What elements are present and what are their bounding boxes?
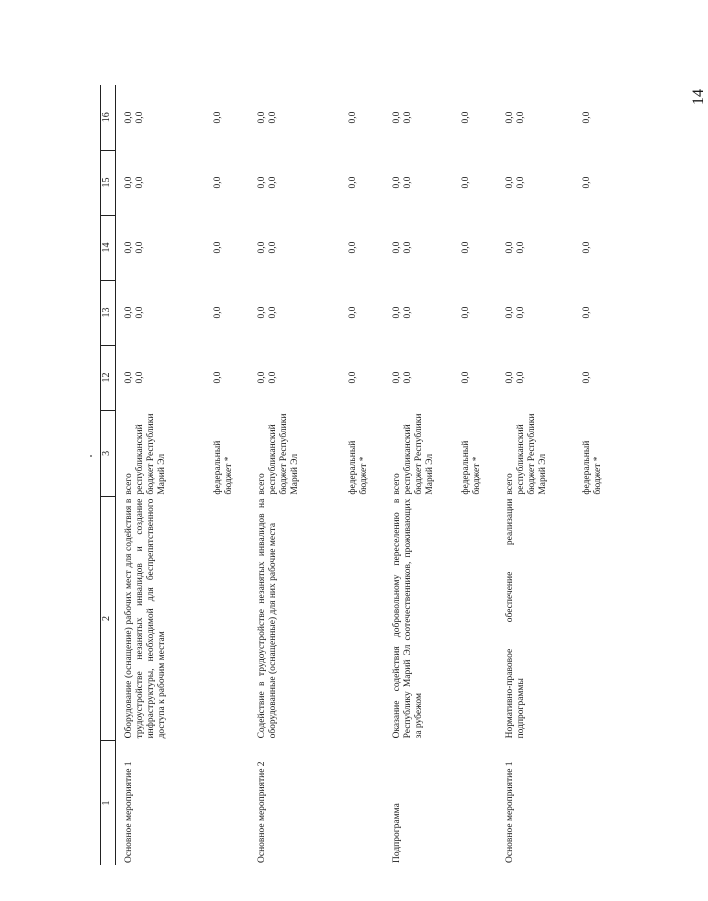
value-cell: 0,0 bbox=[257, 371, 267, 384]
budget-table bbox=[100, 85, 618, 865]
header-col-14: 14 bbox=[101, 215, 116, 280]
measure-name: Подпрограмма bbox=[392, 803, 402, 863]
measure-name: Основное мероприятие 1 bbox=[505, 761, 515, 863]
header-col-15: 15 bbox=[101, 150, 116, 215]
value-cell: 0,0 bbox=[516, 306, 526, 319]
header-col-16: 16 bbox=[101, 85, 116, 150]
rotated-table-container bbox=[100, 85, 640, 865]
funding-source: федеральный бюджет * bbox=[582, 440, 603, 495]
value-cell: 0,0 bbox=[516, 371, 526, 384]
funding-source: всего bbox=[124, 473, 134, 495]
funding-source: республиканский бюджет Республики Марий Эл bbox=[516, 413, 548, 495]
value-cell: 0,0 bbox=[348, 111, 358, 124]
value-cell: 0,0 bbox=[505, 176, 515, 189]
value-cell: 0,0 bbox=[516, 176, 526, 189]
value-cell: 0,0 bbox=[461, 176, 471, 189]
value-cell: 0,0 bbox=[582, 306, 592, 319]
value-cell: 0,0 bbox=[348, 176, 358, 189]
value-cell: 0,0 bbox=[268, 371, 278, 384]
value-cell: 0,0 bbox=[124, 176, 134, 189]
value-cell: 0,0 bbox=[135, 241, 145, 254]
value-cell: 0,0 bbox=[213, 176, 223, 189]
value-cell: 0,0 bbox=[135, 176, 145, 189]
value-cell: 0,0 bbox=[213, 111, 223, 124]
value-cell: 0,0 bbox=[124, 111, 134, 124]
funding-source: республиканский бюджет Республики Марий Эл bbox=[268, 413, 300, 495]
value-cell: 0,0 bbox=[257, 241, 267, 254]
value-cell: 0,0 bbox=[268, 241, 278, 254]
value-cell: 0,0 bbox=[135, 306, 145, 319]
header-col-13: 13 bbox=[101, 280, 116, 345]
header-col-1: 1 bbox=[101, 740, 116, 865]
page-number: 14 bbox=[690, 89, 707, 105]
value-cell: 0,0 bbox=[582, 241, 592, 254]
table-row bbox=[116, 85, 136, 865]
value-cell: 0,0 bbox=[348, 241, 358, 254]
funding-source: всего bbox=[505, 473, 515, 495]
value-cell: 0,0 bbox=[505, 241, 515, 254]
table-row bbox=[497, 85, 516, 865]
value-cell: 0,0 bbox=[505, 306, 515, 319]
value-cell: 0,0 bbox=[392, 241, 402, 254]
header-col-2: 2 bbox=[101, 497, 116, 741]
value-cell: 0,0 bbox=[516, 241, 526, 254]
value-cell: 0,0 bbox=[392, 176, 402, 189]
value-cell: 0,0 bbox=[348, 306, 358, 319]
measure-name: Основное мероприятие 1 bbox=[124, 761, 134, 863]
value-cell: 0,0 bbox=[392, 111, 402, 124]
value-cell: 0,0 bbox=[403, 241, 413, 254]
value-cell: 0,0 bbox=[213, 371, 223, 384]
value-cell: 0,0 bbox=[135, 371, 145, 384]
value-cell: 0,0 bbox=[403, 371, 413, 384]
value-cell: 0,0 bbox=[582, 371, 592, 384]
measure-name: Основное мероприятие 2 bbox=[257, 761, 267, 863]
value-cell: 0,0 bbox=[268, 176, 278, 189]
value-cell: 0,0 bbox=[213, 241, 223, 254]
value-cell: 0,0 bbox=[135, 111, 145, 124]
value-cell: 0,0 bbox=[403, 306, 413, 319]
value-cell: 0,0 bbox=[257, 111, 267, 124]
table-row bbox=[249, 85, 268, 865]
value-cell: 0,0 bbox=[582, 176, 592, 189]
value-cell: 0,0 bbox=[124, 241, 134, 254]
funding-source: федеральный бюджет * bbox=[348, 440, 369, 495]
value-cell: 0,0 bbox=[582, 111, 592, 124]
value-cell: 0,0 bbox=[392, 371, 402, 384]
measure-description: Нормативно-правовое обеспечение реализации подпрограммы bbox=[505, 498, 526, 739]
value-cell: 0,0 bbox=[257, 176, 267, 189]
value-cell: 0,0 bbox=[348, 371, 358, 384]
header-col-3: 3 bbox=[101, 410, 116, 497]
value-cell: 0,0 bbox=[505, 371, 515, 384]
value-cell: 0,0 bbox=[257, 306, 267, 319]
value-cell: 0,0 bbox=[461, 371, 471, 384]
value-cell: 0,0 bbox=[403, 176, 413, 189]
value-cell: 0,0 bbox=[268, 306, 278, 319]
value-cell: 0,0 bbox=[516, 111, 526, 124]
funding-source: республиканский бюджет Республики Марий Эл bbox=[135, 413, 167, 495]
funding-source: республиканский бюджет Республики Марий Эл bbox=[403, 413, 435, 495]
header-col-12: 12 bbox=[101, 345, 116, 410]
measure-description: Оборудование (оснащение) рабочих мест для содействия в трудоустройстве незанятых инвалидов и создание инфраструктуры, необходимой для беспрепятственного доступа к рабочим местам bbox=[124, 498, 167, 739]
value-cell: 0,0 bbox=[461, 306, 471, 319]
funding-source: федеральный бюджет * bbox=[461, 440, 482, 495]
funding-source: всего bbox=[257, 473, 267, 495]
table-row bbox=[384, 85, 403, 865]
funding-source: всего bbox=[392, 473, 402, 495]
scan-dot bbox=[90, 455, 92, 457]
value-cell: 0,0 bbox=[213, 306, 223, 319]
header-row bbox=[101, 85, 116, 865]
value-cell: 0,0 bbox=[505, 111, 515, 124]
funding-source: федеральный бюджет * bbox=[213, 440, 234, 495]
value-cell: 0,0 bbox=[461, 241, 471, 254]
value-cell: 0,0 bbox=[124, 306, 134, 319]
value-cell: 0,0 bbox=[268, 111, 278, 124]
measure-description: Содействие в трудоустройстве незанятых инвалидов на оборудованные (оснащенные) для них рабочие места bbox=[257, 498, 278, 739]
value-cell: 0,0 bbox=[124, 371, 134, 384]
value-cell: 0,0 bbox=[392, 306, 402, 319]
value-cell: 0,0 bbox=[461, 111, 471, 124]
value-cell: 0,0 bbox=[403, 111, 413, 124]
measure-description: Оказание содействия добровольному переселению в Республику Марий Эл соотечественников, проживающих за рубежом bbox=[392, 498, 424, 739]
